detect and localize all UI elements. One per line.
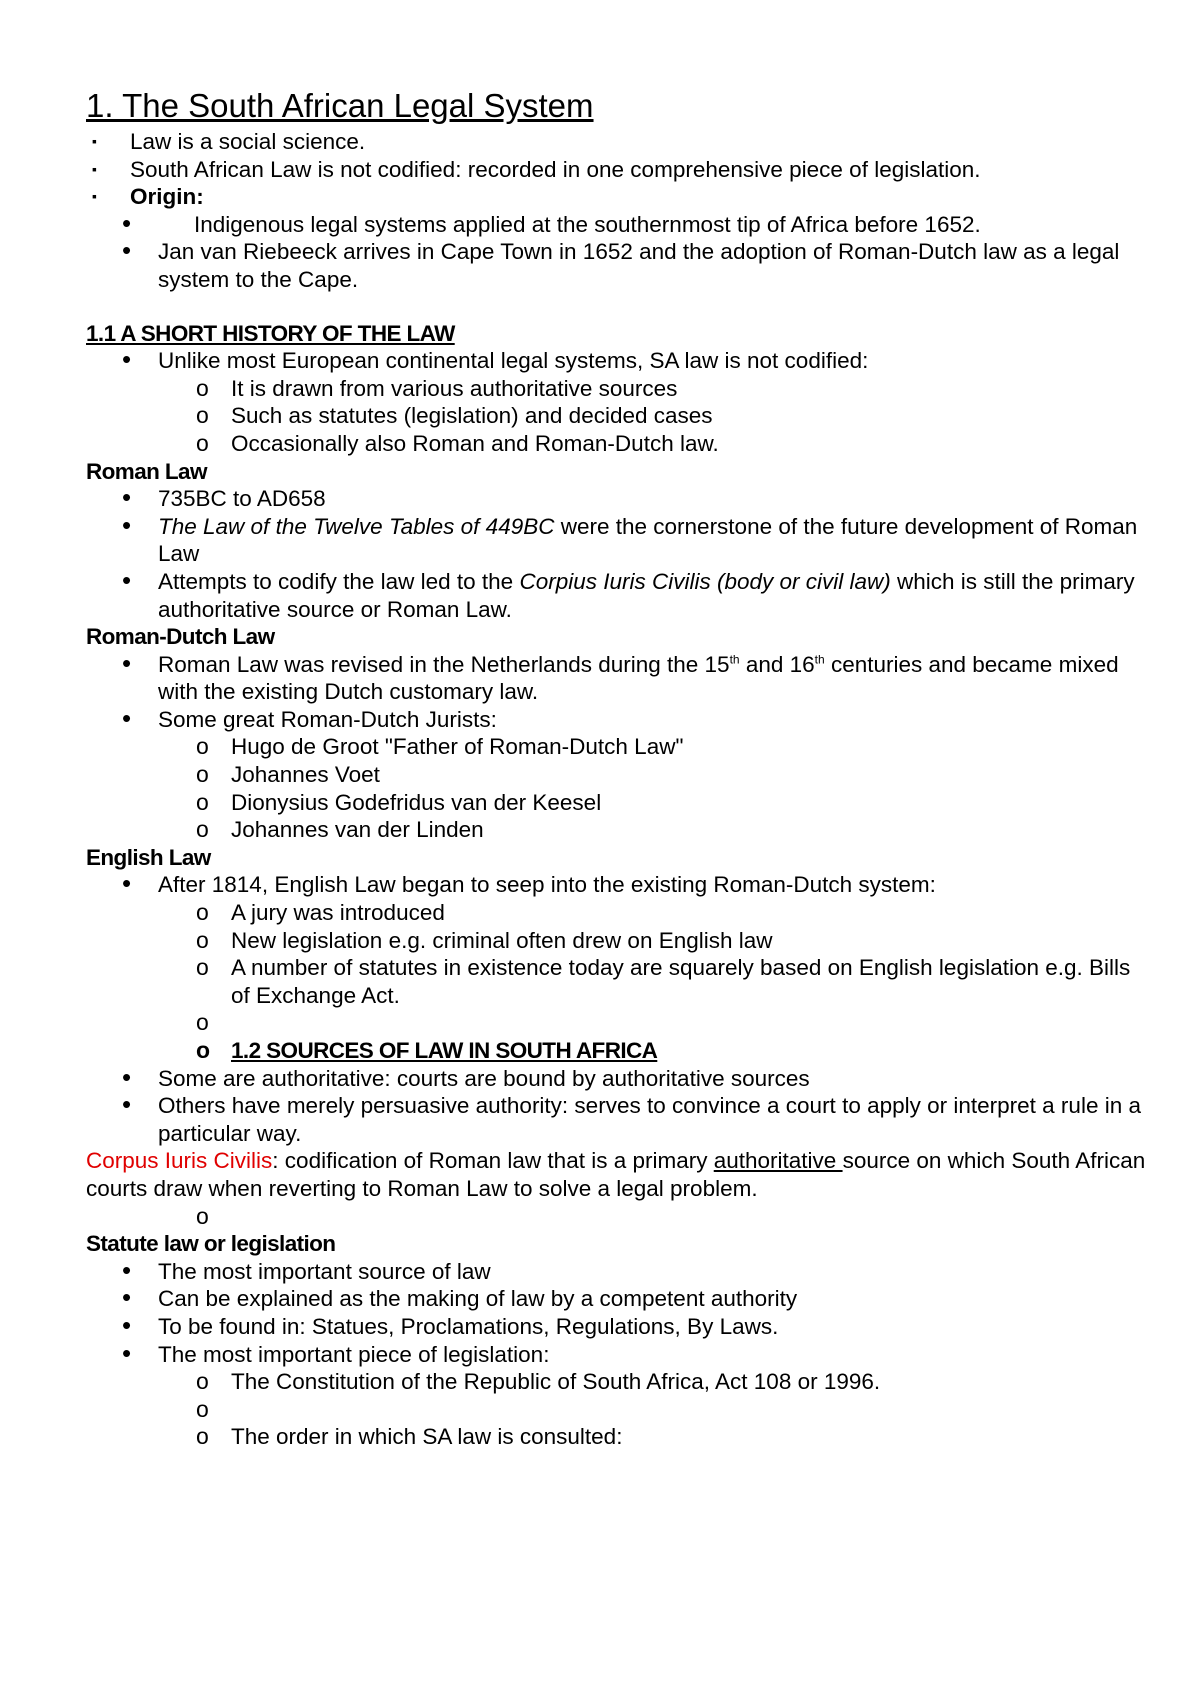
list-item: • Roman Law was revised in the Netherlands during the 15th and 16th centuries and became mixed with the existing Dutch customary law. (122, 647, 1119, 705)
list-item: • Others have merely persuasive authority: serves to convince a court to apply or interpret a rule in a particular way. (122, 1089, 1141, 1146)
dot-bullet-icon: • (122, 647, 132, 678)
dot-bullet-icon: • (122, 1309, 132, 1340)
dot-bullet-icon: • (122, 564, 132, 595)
list-item (86, 1037, 1146, 1065)
list-item: o The Constitution of the Republic of South Africa, Act 108 or 1996. (196, 1368, 881, 1395)
section-heading: 1.2 SOURCES OF LAW IN SOUTH AFRICA (231, 1038, 658, 1063)
list-item: • 735BC to AD658 (122, 482, 326, 513)
subheading-roman-dutch-law: Roman-Dutch Law (86, 624, 275, 650)
dot-bullet-icon: • (122, 207, 132, 238)
dot-bullet-icon: • (122, 702, 132, 733)
list-item: o Such as statutes (legislation) and decided cases (196, 402, 713, 429)
list-item: • The most important piece of legislation: (122, 1337, 550, 1368)
dot-bullet-icon: • (122, 482, 132, 513)
list-item: o A number of statutes in existence today are squarely based on English legislation e.g. Bills of Exchange Act. (196, 954, 1131, 1008)
dot-bullet-icon: • (122, 1061, 132, 1092)
list-item: • To be found in: Statues, Proclamations, Regulations, By Laws. (122, 1309, 779, 1340)
circle-bullet-icon: o (196, 816, 209, 843)
square-bullet-icon: ▪ (92, 188, 97, 205)
dot-bullet-icon: • (122, 868, 132, 899)
dot-bullet-icon: • (122, 344, 132, 375)
list-item: • Indigenous legal systems applied at the southernmost tip of Africa before 1652. (122, 207, 981, 238)
list-item: o The order in which SA law is consulted: (196, 1423, 623, 1450)
circle-bullet-icon: o (196, 1395, 209, 1422)
origin-label: Origin: (130, 184, 204, 210)
circle-bullet-icon: o (196, 374, 209, 401)
circle-bullet-icon: o (196, 1368, 209, 1395)
list-item: o Dionysius Godefridus van der Keesel (196, 788, 602, 815)
corpus-definition: Corpus Iuris Civilis: codification of Roman law that is a primary authoritative source on which South African courts draw when reverting to Roman Law to solve a legal problem. (86, 1148, 1146, 1201)
square-bullet-icon: ▪ (92, 160, 97, 177)
list-item: • Some are authoritative: courts are bound by authoritative sources (122, 1061, 810, 1092)
circle-bullet-icon: o (196, 761, 209, 788)
circle-bullet-icon: o (196, 1009, 209, 1036)
empty-list-item (86, 1203, 1146, 1231)
circle-bullet-icon: o (196, 899, 209, 926)
list-item (86, 1009, 1146, 1037)
list-item: ▪ South African Law is not codified: recorded in one comprehensive piece of legislation. (92, 156, 981, 182)
circle-bullet-icon: o (196, 402, 209, 429)
list-item: • Some great Roman-Dutch Jurists: (122, 702, 497, 733)
list-item: • The Law of the Twelve Tables of 449BC were the cornerstone of the future development of Roman Law (122, 509, 1138, 567)
dot-bullet-icon: • (122, 1089, 132, 1120)
circle-bullet-icon: o (196, 1423, 209, 1450)
list-item: o New legislation e.g. criminal often drew on English law (196, 926, 773, 953)
list-item: o Hugo de Groot "Father of Roman-Dutch Law" (196, 733, 684, 760)
list-item: • Jan van Riebeeck arrives in Cape Town in 1652 and the adoption of Roman-Dutch law as a legal system to the Cape. (122, 235, 1120, 292)
list-item: • Can be explained as the making of law by a competent authority (122, 1282, 798, 1313)
dot-bullet-icon: • (122, 1282, 132, 1313)
document-page (86, 86, 1146, 1451)
list-item (86, 183, 1146, 211)
list-item: • After 1814, English Law began to seep into the existing Roman-Dutch system: (122, 868, 936, 899)
circle-bullet-icon: o (196, 1037, 211, 1063)
list-item: o It is drawn from various authoritative sources (196, 374, 678, 401)
list-item: o Occasionally also Roman and Roman-Dutch law. (196, 429, 719, 456)
list-item: ▪ Law is a social science. (92, 129, 366, 154)
subheading-english-law: English Law (86, 844, 211, 870)
list-item: • Attempts to codify the law led to the Corpius Iuris Civilis (body or civil law) which is still the primary authoritative source or Roman Law. (122, 564, 1135, 622)
document-title: 1. The South African Legal System (86, 87, 594, 124)
section-heading: 1.1 A SHORT HISTORY OF THE LAW (86, 320, 455, 346)
dot-bullet-icon: • (122, 1337, 132, 1368)
dot-bullet-icon: • (122, 509, 132, 540)
square-bullet-icon: ▪ (92, 133, 97, 149)
circle-bullet-icon: o (196, 788, 209, 815)
subheading-statute-law: Statute law or legislation (86, 1231, 336, 1257)
circle-bullet-icon: o (196, 926, 209, 953)
dot-bullet-icon: • (122, 235, 132, 266)
list-item: o Johannes van der Linden (196, 816, 484, 843)
circle-bullet-icon: o (196, 733, 209, 760)
list-item: o A jury was introduced (196, 899, 445, 926)
list-item (86, 1396, 1146, 1424)
list-item: • Unlike most European continental legal systems, SA law is not codified: (122, 344, 869, 375)
list-item: o Johannes Voet (196, 761, 380, 788)
circle-bullet-icon: o (196, 429, 209, 456)
circle-bullet-icon: o (196, 1202, 209, 1229)
dot-bullet-icon: • (122, 1254, 132, 1285)
subheading-roman-law: Roman Law (86, 458, 207, 484)
list-item: • The most important source of law (122, 1254, 491, 1285)
circle-bullet-icon: o (196, 954, 209, 981)
